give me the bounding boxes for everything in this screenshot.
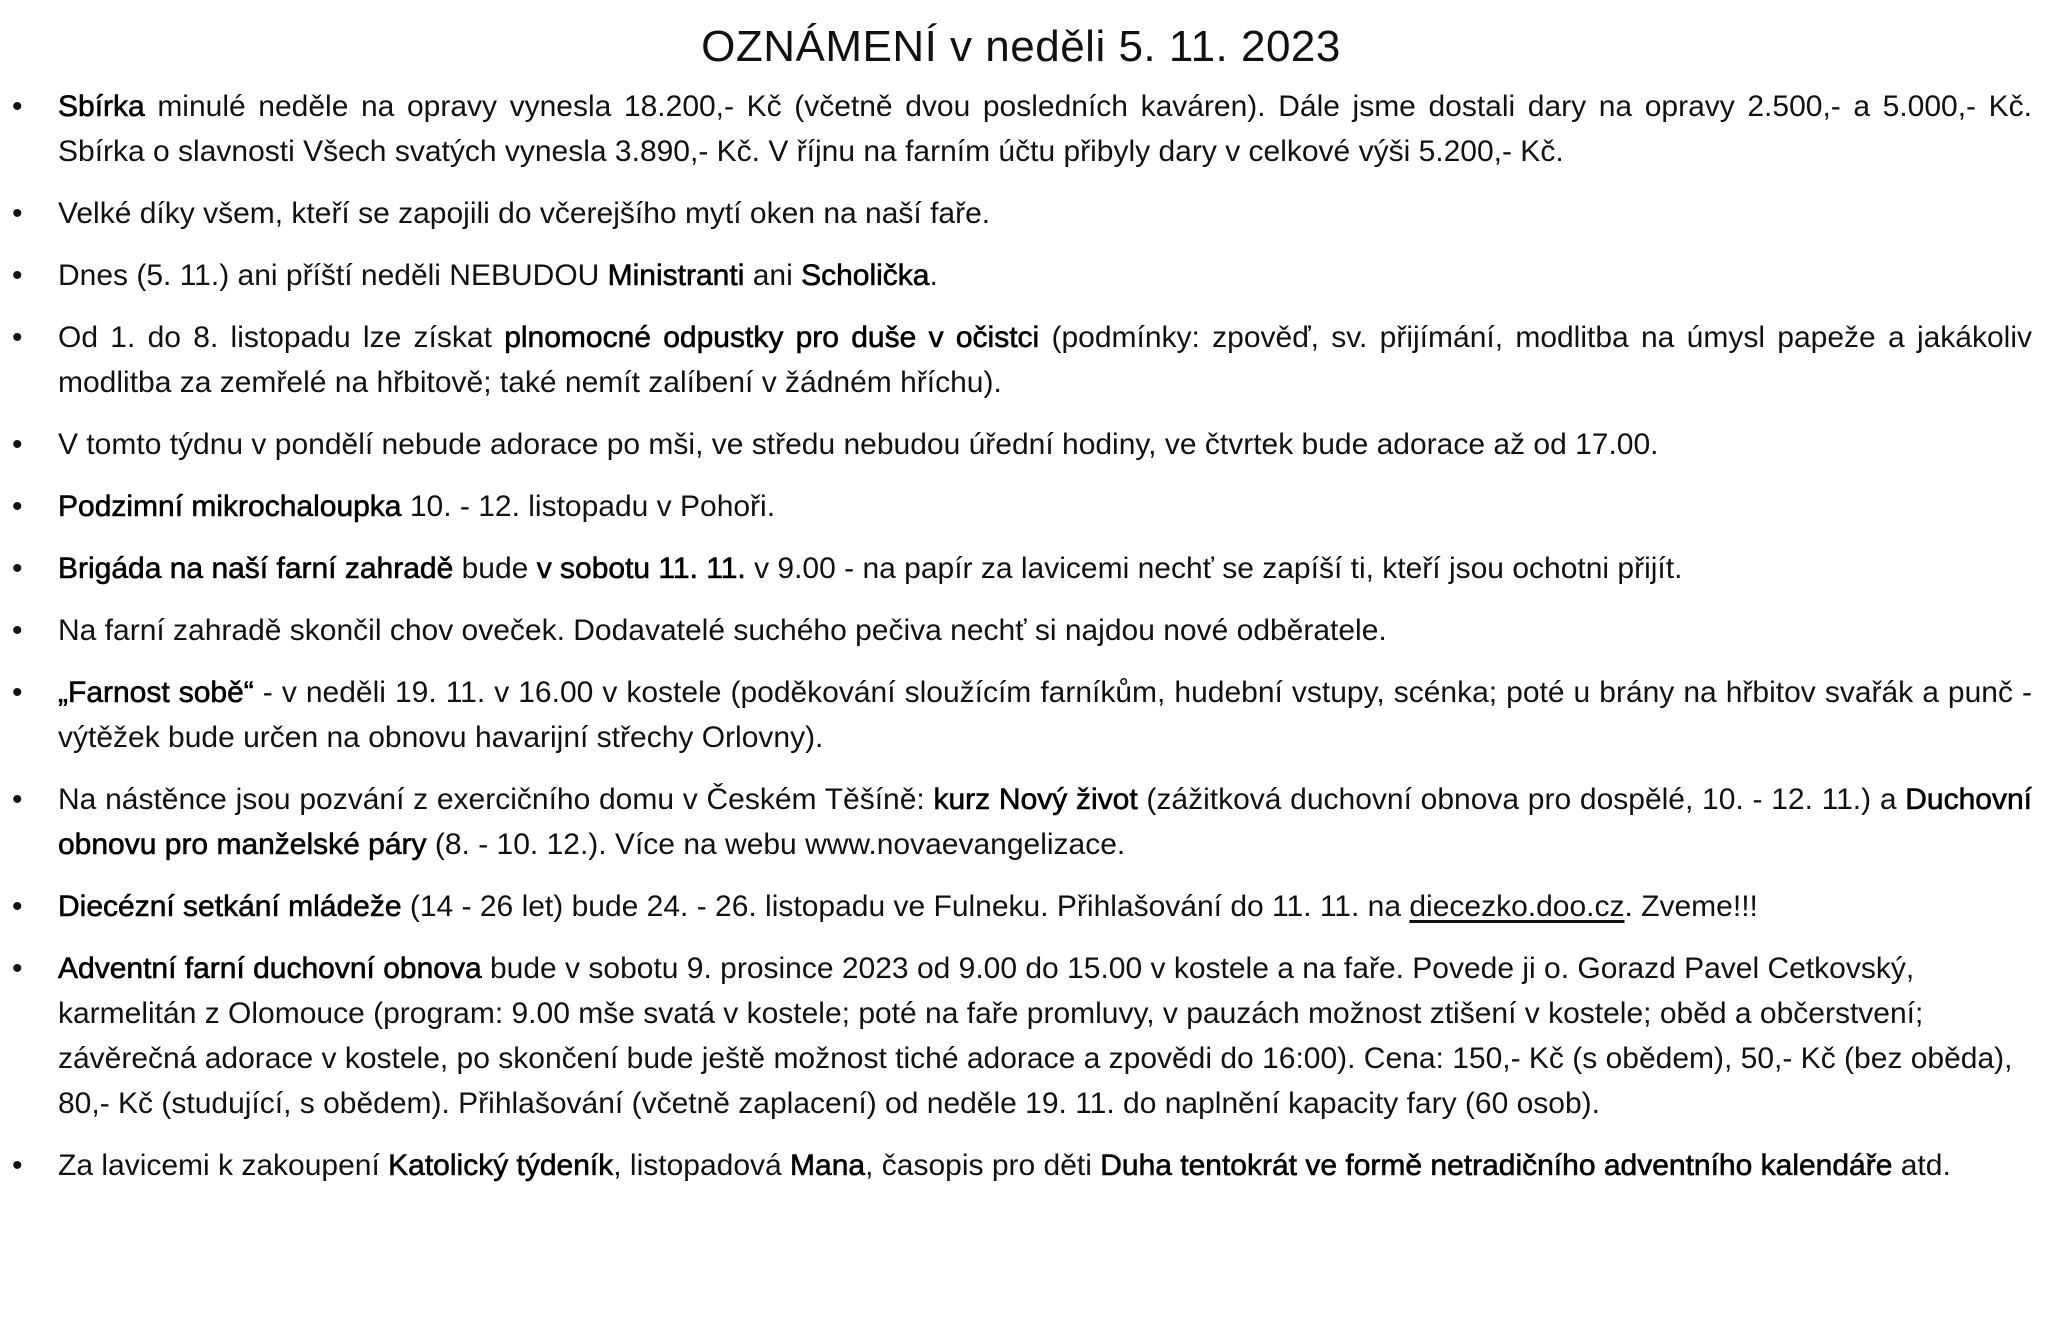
item-text: Na nástěnce jsou pozvání z exercičního domu v Českém Těšíně: (58, 783, 934, 816)
item-text: . (929, 259, 938, 292)
item-highlight: Scholička (801, 259, 930, 292)
item-highlight: Katolický týdeník (388, 1149, 614, 1182)
item-highlight: „Farnost sobě“ (58, 676, 254, 709)
item-text: 10. - 12. listopadu v Pohoři. (401, 490, 776, 523)
bullet-icon: • (12, 614, 23, 647)
list-item (10, 884, 2032, 929)
bullet-icon: • (12, 1149, 23, 1182)
item-text: bude (453, 552, 537, 585)
list-item (10, 315, 2032, 405)
item-text: (podmínky: zpověď, sv. přijímání, modlitba na úmysl papeže a jakákoliv modlitba za zemřelé na hřbitově; také nemít zalíbení v žádném hříchu). (58, 321, 2032, 399)
item-text: Velké díky všem, kteří se zapojili do včerejšího mytí oken na naší faře. (58, 197, 991, 230)
list-item (10, 191, 2032, 236)
page-title: OZNÁMENÍ v neděli 5. 11. 2023 (701, 22, 1341, 71)
item-highlight: Ministranti (607, 259, 745, 292)
bullet-icon: • (12, 197, 23, 230)
item-highlight: Adventní farní duchovní obnova (58, 952, 482, 985)
item-highlight: Podzimní mikrochaloupka (58, 490, 402, 523)
item-text: , časopis pro děti (865, 1149, 1101, 1182)
item-text: bude v sobotu 9. prosince 2023 od 9.00 do 15.00 v kostele a na faře. Povede ji o. Gorazd Pavel Cetkovský, karmelitán z Olomouce (program: 9.00 mše svatá v kostele; poté na faře promluvy, v pauzách možnost ztišení v kostele; oběd a občerstvení; závěrečná adorace v kostele, po skončení bude ještě možnost tiché adorace a zpovědi do 16:00). Cena: 150,- Kč (s obědem), 50,- Kč (bez oběda), 80,- Kč (studující, s obědem). Přihlašování (včetně zaplacení) od neděle 19. 11. do naplnění kapacity fary (60 osob). (58, 952, 2013, 1120)
list-item (10, 1143, 2032, 1188)
announcement-list (10, 84, 2032, 1188)
item-text: (14 - 26 let) bude 24. - 26. listopadu ve Fulneku. Přihlašování do 11. 11. na (401, 890, 1410, 923)
item-highlight: Sbírka (58, 90, 145, 123)
list-item (10, 946, 2032, 1126)
item-text: Na farní zahradě skončil chov oveček. Dodavatelé suchého pečiva nechť si najdou nové odběratele. (58, 614, 1387, 647)
list-item (10, 84, 2032, 174)
item-highlight: Duha tentokrát ve formě netradičního adventního kalendáře (1100, 1149, 1893, 1182)
list-item (10, 670, 2032, 760)
item-text: ani (744, 259, 802, 292)
item-text: minulé neděle na opravy vynesla 18.200,- Kč (včetně dvou posledních kaváren). Dále jsme dostali dary na opravy 2.500,- a 5.000,- Kč. Sbírka o slavnosti Všech svatých vynesla 3.890,- Kč. V říjnu na farním účtu přibyly dary v celkové výši 5.200,- Kč. (58, 90, 2032, 168)
item-text: atd. (1892, 1149, 1951, 1182)
list-item (10, 484, 2032, 529)
item-highlight: Brigáda na naší farní zahradě (58, 552, 454, 585)
item-text: , listopadová (613, 1149, 791, 1182)
item-highlight: kurz Nový život (933, 783, 1138, 816)
list-item (10, 546, 2032, 591)
item-text: V tomto týdnu v pondělí nebude adorace po mši, ve středu nebudou úřední hodiny, ve čtvrtek bude adorace až od 17.00. (58, 428, 1659, 461)
item-highlight: plnomocné odpustky pro duše v očistci (504, 321, 1040, 354)
bullet-icon: • (12, 676, 23, 709)
bullet-icon: • (12, 552, 23, 585)
item-highlight: Diecézní setkání mládeže (58, 890, 402, 923)
bullet-icon: • (12, 428, 23, 461)
item-text: Za lavicemi k zakoupení (58, 1149, 389, 1182)
list-item (10, 422, 2032, 467)
list-item (10, 253, 2032, 298)
item-text: Od 1. do 8. listopadu lze získat (58, 321, 505, 354)
bullet-icon: • (12, 952, 23, 985)
item-text: . Zveme!!! (1624, 890, 1758, 923)
item-text: v 9.00 - na papír za lavicemi nechť se zapíší ti, kteří jsou ochotni přijít. (745, 552, 1683, 585)
bullet-icon: • (12, 90, 23, 123)
item-text: (zážitková duchovní obnova pro dospělé, 10. - 12. 11.) a (1137, 783, 1906, 816)
bullet-icon: • (12, 321, 23, 354)
bullet-icon: • (12, 783, 23, 816)
list-item (10, 608, 2032, 653)
bullet-icon: • (12, 890, 23, 923)
bullet-icon: • (12, 259, 23, 292)
item-highlight: Duchovní obnovu pro manželské páry (58, 783, 2032, 861)
item-text: Dnes (5. 11.) ani příští neděli NEBUDOU (58, 259, 608, 292)
list-item (10, 777, 2032, 867)
item-highlight: Mana (790, 1149, 866, 1182)
item-text: (8. - 10. 12.). Více na webu www.novaevangelizace. (426, 828, 1126, 861)
item-highlight: v sobotu 11. 11. (536, 552, 746, 585)
diecezko-link[interactable]: diecezko.doo.cz (1409, 890, 1625, 923)
bullet-icon: • (12, 490, 23, 523)
item-text: - v neděli 19. 11. v 16.00 v kostele (poděkování sloužícím farníkům, hudební vstupy, scénka; poté u brány na hřbitov svařák a punč - výtěžek bude určen na obnovu havarijní střechy Orlovny). (58, 676, 2032, 754)
